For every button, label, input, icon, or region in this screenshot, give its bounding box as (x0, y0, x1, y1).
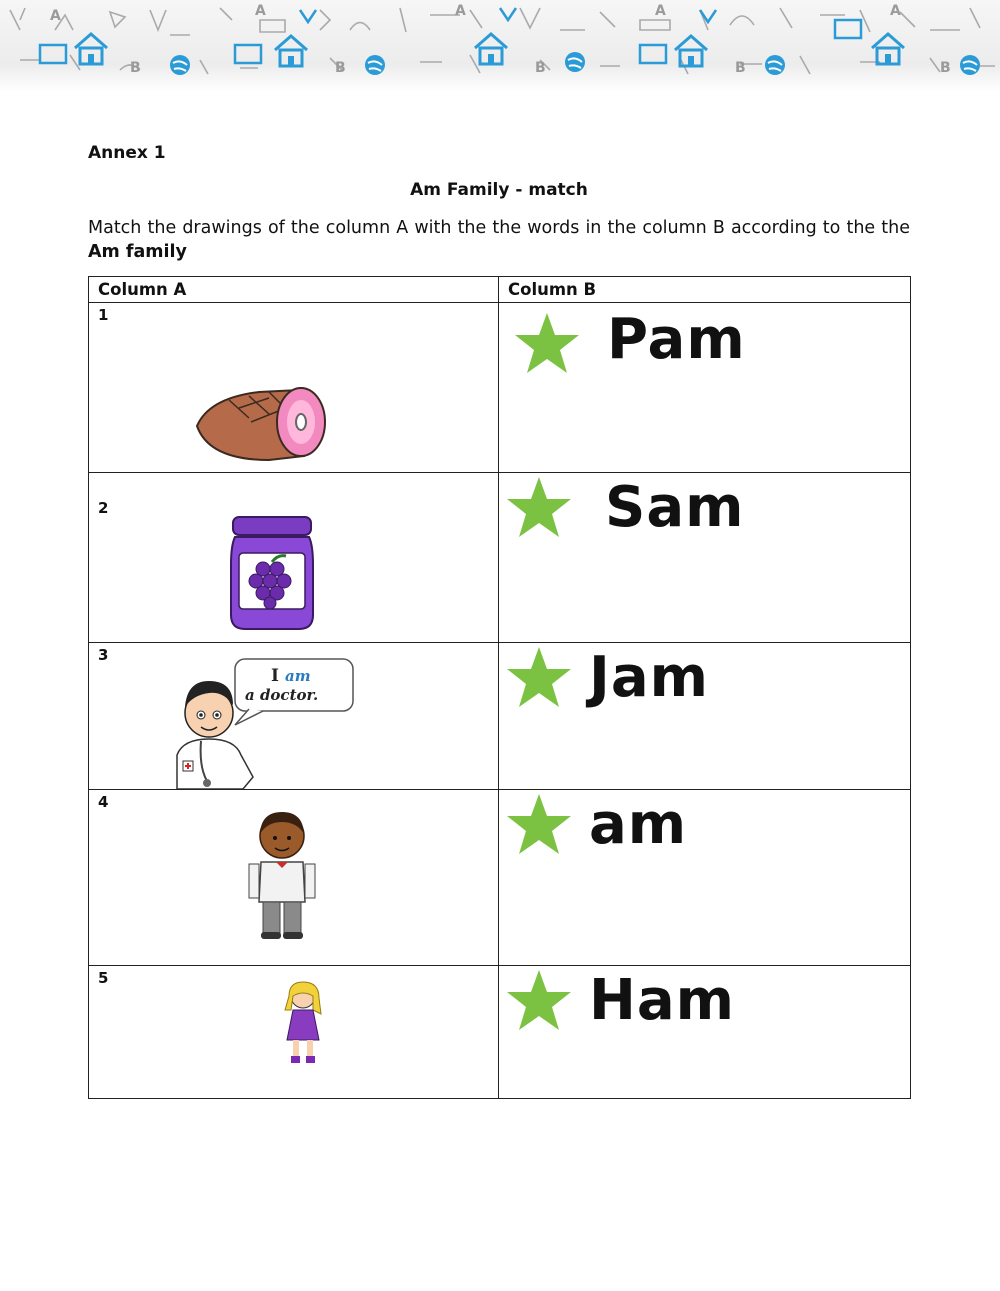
match-word: Pam (607, 307, 746, 372)
svg-text:A: A (50, 8, 61, 24)
row-number: 1 (98, 306, 109, 324)
star-icon (505, 475, 573, 539)
table-row (89, 966, 911, 1099)
star-icon (505, 968, 573, 1032)
match-word: Ham (589, 968, 736, 1033)
column-b-header: Column B (499, 277, 911, 303)
ham-icon (189, 378, 329, 468)
match-word: Sam (605, 475, 745, 540)
table-row (89, 303, 911, 473)
table-header-row (89, 277, 911, 303)
header-banner (0, 0, 1000, 92)
table-row (89, 473, 911, 643)
match-word: Jam (589, 645, 709, 710)
instructions-bold: Am family (88, 242, 187, 262)
speech-line2: a doctor. (245, 686, 319, 704)
girl-icon (277, 980, 327, 1066)
column-a-cell (89, 303, 499, 473)
row-number: 4 (98, 793, 109, 811)
column-b-cell (499, 643, 911, 790)
boy-icon (247, 802, 317, 942)
speech-word-i: I (271, 666, 279, 686)
svg-text:A: A (455, 3, 466, 19)
column-a-cell (89, 790, 499, 966)
row-number: 2 (98, 499, 109, 517)
table-row (89, 643, 911, 790)
worksheet-title: Am Family - match (410, 180, 588, 200)
school-doodles-pattern (0, 0, 1000, 92)
column-b-cell (499, 303, 911, 473)
svg-text:B: B (335, 60, 346, 76)
star-icon (513, 311, 581, 375)
column-a-cell (89, 966, 499, 1099)
column-b-cell (499, 790, 911, 966)
match-word: am (589, 792, 688, 857)
svg-text:B: B (535, 60, 546, 76)
column-a-cell (89, 473, 499, 643)
column-a-cell (89, 643, 499, 790)
instructions (88, 216, 910, 264)
doctor-icon (173, 657, 363, 789)
svg-text:A: A (255, 3, 266, 19)
row-number: 3 (98, 646, 109, 664)
column-b-cell (499, 473, 911, 643)
svg-text:A: A (655, 3, 666, 19)
star-icon (505, 645, 573, 709)
row-number: 5 (98, 969, 109, 987)
svg-text:A: A (890, 3, 901, 19)
svg-text:B: B (130, 60, 141, 76)
jam-jar-icon (229, 515, 315, 633)
svg-text:B: B (940, 60, 951, 76)
annex-heading: Annex 1 (88, 143, 166, 163)
column-b-cell (499, 966, 911, 1099)
matching-table (88, 276, 911, 1099)
table-row (89, 790, 911, 966)
speech-word-am: am (285, 667, 311, 685)
column-a-header: Column A (89, 277, 499, 303)
star-icon (505, 792, 573, 856)
instructions-text: Match the drawings of the column A with the the words in the column B according to the the (88, 218, 910, 238)
svg-text:B: B (735, 60, 746, 76)
